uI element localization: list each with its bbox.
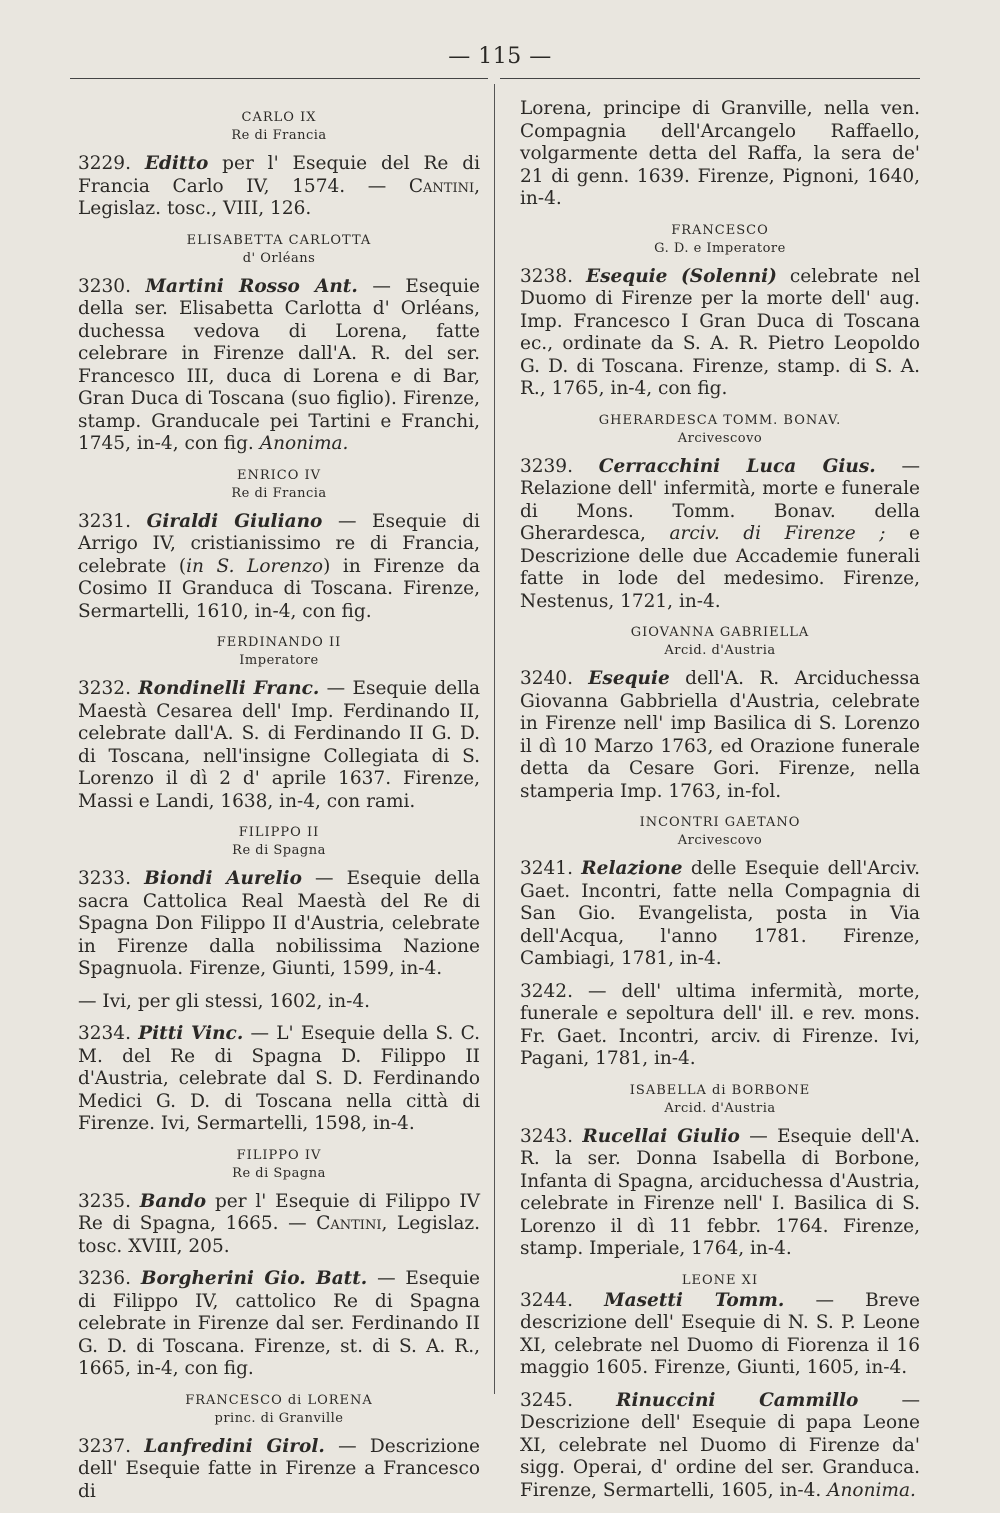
entry-author: Biondi Aurelio: [144, 868, 302, 889]
entry-text-part: e Descrizione delle due Accademie funerali fatte in lode del medesimo. Firenze, Nestenus, 1721, in-4.: [520, 523, 920, 612]
bibliography-entry: [78, 991, 480, 1014]
entry-number: 3229.: [78, 153, 131, 174]
entry-author: Editto: [144, 153, 209, 174]
entry-number: 3241.: [520, 858, 573, 879]
bibliography-entry: [520, 1126, 920, 1261]
entry-text-part: dell'A. R. Arciduchessa Giovanna Gabbriella d'Austria, celebrate in Firenze nell' imp Basilica di S. Lorenzo il dì 10 Marzo 1763, ed Orazione funerale detta da Cesare Gori. Firenze, nella stamperia Imp. 1763, in-fol.: [520, 668, 920, 802]
section-subheading: Imperatore: [239, 653, 319, 668]
entry-author: Giraldi Giuliano: [146, 510, 323, 532]
entry-text-part: — Esequie della Maestà Cesarea dell' Imp. Ferdinando II, celebrate dall'A. S. di Ferdinando II G. D. di Toscana, nell'insigne Collegiata di S. Lorenzo il dì 2 d' aprile 1637. Firenze, Massi e Landi, 1638, in-4, con rami.: [78, 678, 480, 812]
header-rule-right: [500, 78, 920, 79]
entry-number: 3235.: [78, 1190, 131, 1212]
left-column: [78, 98, 480, 1513]
entry-text-part: per l' Esequie di Filippo IV Re di Spagna, 1665. —: [78, 1190, 480, 1234]
bibliography-entry: [78, 276, 480, 456]
bibliography-entry: [520, 98, 920, 211]
bibliography-entry: [520, 858, 920, 971]
bibliography-entry: [78, 678, 480, 813]
entry-text-part: celebrate nel Duomo di Firenze per la morte dell' aug. Imp. Francesco I Gran Duca di Toscana ec., ordinate da S. A. R. Pietro Leopoldo G. D. di Toscana. Firenze, stamp. di S. A. R., 1765, in-4, con fig.: [520, 265, 920, 399]
bibliography-entry: [520, 456, 920, 614]
entry-text-part: ) in Firenze da Cosimo II Granduca di Toscana. Firenze, Sermartelli, 1610, in-4, con fig.: [78, 555, 480, 622]
section-subheading: Arcid. d'Austria: [664, 643, 776, 658]
section-subheading: Re di Spagna: [232, 843, 326, 858]
section-heading: GIOVANNA GABRIELLA: [630, 625, 810, 640]
entry-smallcaps: Cantini: [316, 1213, 382, 1234]
section-heading: INCONTRI GAETANO: [639, 815, 801, 830]
entry-number: 3244.: [520, 1289, 573, 1311]
section-heading: FILIPPO IV: [236, 1147, 322, 1163]
entry-number: 3232.: [78, 678, 131, 699]
bibliography-entry: [520, 266, 920, 401]
entry-text-part: — L' Esequie della S. C. M. del Re di Spagna D. Filippo II d'Austria, celebrate dal S. D. Ferdinando Medici G. D. di Toscana nella città di Firenze. Ivi, Sermartelli, 1598, in-4.: [78, 1023, 480, 1134]
entry-number: 3234.: [78, 1023, 131, 1044]
section-heading: ISABELLA di BORBONE: [629, 1082, 811, 1098]
entry-author: Pitti Vinc.: [138, 1023, 244, 1044]
entry-number: 3238.: [520, 265, 573, 287]
entry-author: Lanfredini Girol.: [144, 1435, 325, 1457]
bibliography-entry: [520, 668, 920, 803]
entry-number: 3245.: [520, 1389, 573, 1411]
entry-text-part: — dell' ultima infermità, morte, funerale e sepoltura dell' ill. e rev. mons. Fr. Gaet. Incontri, arciv. di Firenze. Ivi, Pagani, 1781, in-4.: [520, 980, 920, 1069]
entry-number: 3230.: [78, 275, 131, 297]
section-heading: FRANCESCO: [671, 222, 769, 238]
section-subheading: Arcivescovo: [677, 430, 763, 446]
section-heading: FRANCESCO di LORENA: [185, 1392, 373, 1408]
section-subheading: Re di Francia: [231, 128, 327, 143]
section-subheading: Re di Spagna: [232, 1165, 326, 1181]
entry-author: Relazione: [581, 858, 683, 879]
bibliography-entry: [520, 981, 920, 1071]
bibliography-entry: [78, 1023, 480, 1136]
entry-author: Rondinelli Franc.: [138, 678, 320, 699]
section-subheading: G. D. e Imperatore: [654, 240, 786, 256]
entry-number: 3243.: [520, 1125, 573, 1147]
section-heading: ELISABETTA CARLOTTA: [186, 232, 372, 248]
entry-italic: in S. Lorenzo: [186, 555, 324, 577]
entry-text-part: — Esequie di Arrigo IV, cristianissimo re di Francia, celebrate (: [78, 510, 480, 577]
bibliography-entry: [78, 1191, 480, 1259]
entry-italic: Anonima.: [827, 1479, 916, 1501]
section-heading: LEONE XI: [681, 1272, 759, 1288]
entry-text-part: — Esequie della sacra Cattolica Real Maestà del Re di Spagna Don Filippo II d'Austria, celebrate in Firenze dalla nobilissima Nazione Spagnuola. Firenze, Giunti, 1599, in-4.: [78, 868, 480, 979]
entry-author: Martini Rosso Ant.: [145, 275, 358, 297]
entry-author: Rucellai Giulio: [582, 1125, 740, 1147]
bibliography-entry: [78, 868, 480, 981]
entry-italic: arciv. di Firenze ;: [669, 523, 886, 544]
entry-text-part: — Esequie dell'A. R. la ser. Donna Isabella di Borbone, Infanta di Spagna, arciduchessa d'Austria, celebrate in Firenze nell' I. Basilica di S. Lorenzo il dì 11 febbr. 1764. Firenze, stamp. Imperiale, 1764, in-4.: [520, 1125, 920, 1259]
entry-number: 3239.: [520, 455, 573, 477]
entry-number: 3231.: [78, 510, 131, 532]
header-rule-left: [70, 78, 488, 79]
column-divider: [494, 84, 495, 1394]
section-subheading: d' Orléans: [242, 250, 316, 266]
entry-number: 3237.: [78, 1435, 131, 1457]
entry-author: Bando: [139, 1190, 207, 1212]
entry-number: 3240.: [520, 668, 573, 689]
section-heading: GHERARDESCA TOMM. BONAV.: [598, 412, 842, 428]
section-heading: FERDINANDO II: [216, 635, 342, 650]
entry-text-part: Lorena, principe di Granville, nella ven. Compagnia dell'Arcangelo Raffaello, volgarmente detta del Raffa, la sera de' 21 di genn. 1639. Firenze, Pignoni, 1640, in-4.: [520, 98, 920, 209]
entry-text-part: , Legislaz. tosc., VIII, 126.: [78, 175, 480, 219]
bibliography-entry: [78, 1268, 480, 1381]
entry-text-part: — Esequie della ser. Elisabetta Carlotta d' Orléans, duchessa vedova di Lorena, fatte celebrare in Firenze dall'A. R. del ser. Francesco III, duca di Lorena e di Bar, Gran Duca di Toscana (suo figlio). Firenze, stamp. Granducale pei Tartini e Franchi, 1745, in-4, con fig.: [78, 275, 480, 454]
entry-author: Esequie: [588, 668, 670, 689]
bibliography-entry: [520, 1290, 920, 1380]
entry-text-part: — Breve descrizione dell' Esequie di N. S. P. Leone XI, celebrate nel Duomo di Fiorenza il 16 maggio 1605. Firenze, Giunti, 1605, in-4.: [520, 1289, 920, 1378]
entry-number: 3236.: [78, 1268, 131, 1289]
entry-author: Masetti Tomm.: [604, 1289, 785, 1311]
entry-text-part: — Esequie di Filippo IV, cattolico Re di Spagna celebrate in Firenze dal ser. Ferdinando II G. D. di Toscana. Firenze, st. di S. A. R., 1665, in-4, con fig.: [78, 1268, 480, 1379]
right-column: [520, 98, 920, 1512]
entry-text-part: — Descrizione dell' Esequie fatte in Firenze a Francesco di: [78, 1435, 480, 1502]
bibliography-entry: [78, 153, 480, 221]
entry-author: Rinuccini Cammillo: [616, 1389, 859, 1411]
entry-text-part: — Relazione dell' infermità, morte e funerale di Mons. Tomm. Bonav. della Gherardesca,: [520, 455, 920, 544]
entry-italic: Anonima.: [259, 433, 349, 454]
entry-author: Esequie (Solenni): [585, 265, 777, 287]
bibliography-entry: [78, 1436, 480, 1504]
entry-text-part: , Legislaz. tosc. XVIII, 205.: [78, 1213, 480, 1257]
bibliography-entry: [78, 511, 480, 624]
section-subheading: Arcivescovo: [677, 833, 763, 848]
page-number: — 115 —: [448, 44, 552, 69]
entry-author: Borgherini Gio. Batt.: [140, 1268, 368, 1289]
section-heading: ENRICO IV: [236, 467, 322, 483]
section-subheading: Arcid. d'Austria: [664, 1100, 776, 1116]
section-subheading: Re di Francia: [231, 485, 327, 501]
entry-text-part: delle Esequie dell'Arciv. Gaet. Incontri, fatte nella Compagnia di San Gio. Evangelista, posta in Via dell'Acqua, l'anno 1781. Firenze, Cambiagi, 1781, in-4.: [520, 858, 920, 969]
entry-number: 3233.: [78, 868, 131, 889]
entry-text-part: per l' Esequie del Re di Francia Carlo IV, 1574. —: [78, 153, 480, 197]
bibliography-entry: [520, 1390, 920, 1503]
entry-number: 3242.: [520, 980, 573, 1002]
section-subheading: princ. di Granville: [214, 1410, 344, 1426]
entry-author: Cerracchini Luca Gius.: [598, 455, 876, 477]
entry-smallcaps: Cantini: [408, 175, 475, 197]
section-heading: CARLO IX: [241, 110, 317, 125]
entry-text-part: — Descrizione dell' Esequie di papa Leone XI, celebrate nel Duomo di Firenze da' sigg. Operai, d' ordine del ser. Granduca. Firenze, Sermartelli, 1605, in-4.: [520, 1389, 920, 1501]
entry-text-part: — Ivi, per gli stessi, 1602, in-4.: [78, 990, 371, 1012]
section-heading: FILIPPO II: [238, 825, 320, 840]
